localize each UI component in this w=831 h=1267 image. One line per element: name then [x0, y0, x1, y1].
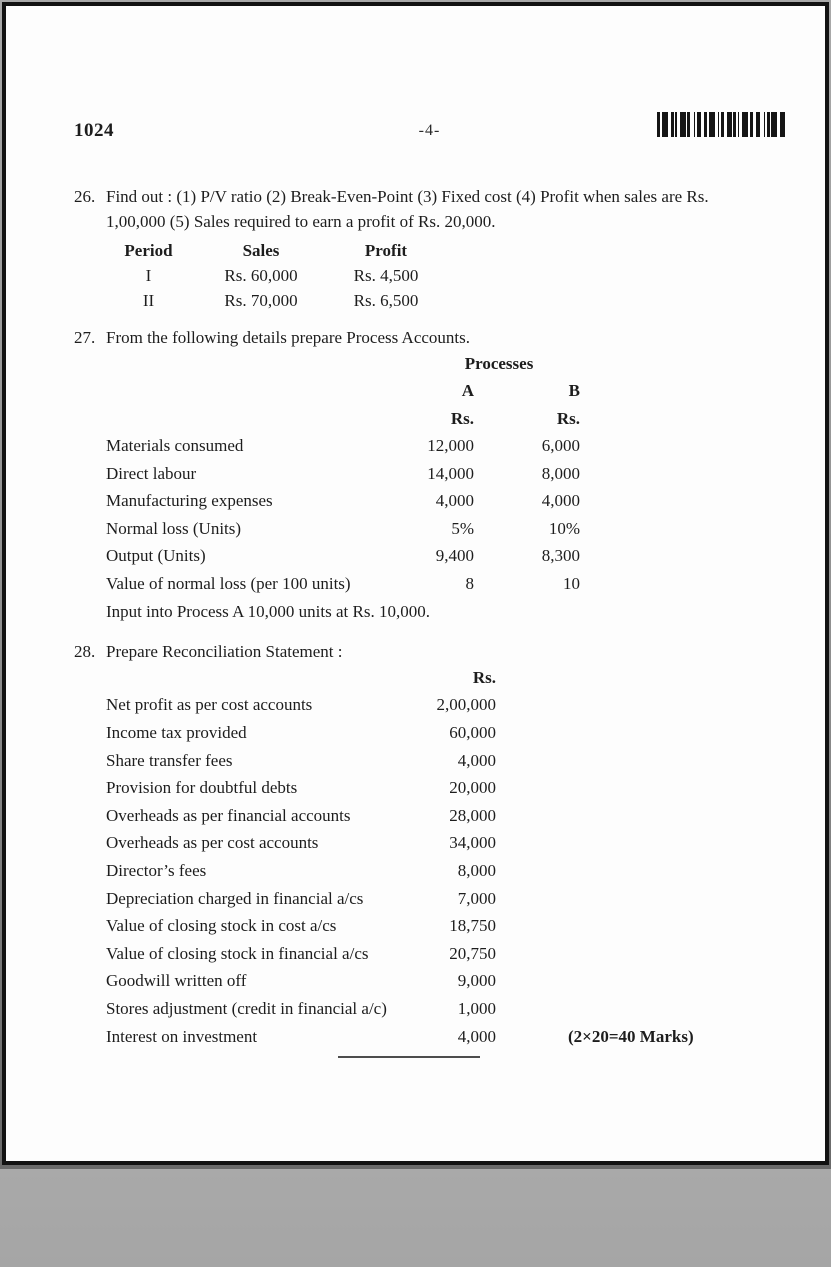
empty-cell	[496, 940, 746, 968]
empty-cell	[496, 747, 746, 775]
empty-cell	[496, 664, 746, 692]
page-number: -4-	[418, 122, 441, 139]
table-row	[106, 885, 746, 913]
empty-cell	[496, 692, 746, 720]
period-cell: II	[142, 290, 155, 310]
question-27-number: 27.	[74, 328, 96, 347]
total-underline	[338, 1056, 480, 1058]
amount-cell: 4,000	[457, 750, 496, 770]
header-left	[74, 112, 419, 142]
q27-col-header-row	[106, 378, 580, 406]
empty-cell	[496, 774, 746, 802]
process-a-value: 5%	[451, 518, 474, 538]
row-label: Normal loss (Units)	[106, 518, 242, 538]
process-b-value: 4,000	[541, 491, 581, 511]
row-label: Share transfer fees	[106, 750, 233, 770]
empty-cell	[496, 830, 746, 858]
process-a-value: 14,000	[427, 463, 474, 483]
amount-cell: 7,000	[457, 888, 496, 908]
q27-table	[106, 350, 580, 598]
table-row	[106, 802, 746, 830]
q27-col-a: A	[461, 381, 474, 401]
table-row	[106, 570, 580, 598]
empty-cell	[496, 885, 746, 913]
question-28-text: Prepare Reconciliation Statement :	[106, 642, 343, 661]
row-label: Output (Units)	[106, 546, 206, 566]
row-label: Value of normal loss (per 100 units)	[106, 573, 351, 593]
row-label: Value of closing stock in financial a/cs	[106, 943, 369, 963]
q27-group-header-row	[106, 350, 580, 378]
q28-table	[106, 664, 746, 1050]
row-label: Overheads as per cost accounts	[106, 833, 319, 853]
empty-cell	[496, 719, 746, 747]
profit-cell: Rs. 6,500	[353, 290, 419, 310]
row-label: Provision for doubtful debts	[106, 778, 298, 798]
period-cell: I	[145, 265, 152, 285]
amount-cell: 1,000	[457, 998, 496, 1018]
question-26	[74, 184, 785, 234]
process-b-value: 10	[563, 573, 581, 593]
table-row	[106, 288, 441, 313]
marks-note: (2×20=40 Marks)	[568, 1026, 694, 1046]
amount-cell: 34,000	[449, 833, 496, 853]
amount-cell: 60,000	[449, 722, 496, 742]
table-row	[106, 968, 746, 996]
table-row	[106, 940, 746, 968]
process-a-value: 9,400	[435, 546, 474, 566]
process-a-value: 4,000	[435, 491, 474, 511]
empty-cell	[496, 995, 746, 1023]
page-content	[6, 112, 825, 1267]
q27-unit-b: Rs.	[556, 408, 581, 428]
process-a-value: 8	[465, 573, 474, 593]
table-row	[106, 460, 580, 488]
row-label: Director’s fees	[106, 860, 207, 880]
header-right	[440, 112, 785, 137]
profit-cell: Rs. 4,500	[353, 265, 419, 285]
row-label: Goodwill written off	[106, 971, 247, 991]
amount-cell: 28,000	[449, 805, 496, 825]
row-label: Stores adjustment (credit in financial a/c)	[106, 998, 387, 1018]
empty-cell	[496, 802, 746, 830]
q26-col-sales: Sales	[242, 240, 280, 260]
table-row	[106, 830, 746, 858]
empty-cell	[106, 378, 418, 406]
table-row	[106, 263, 441, 288]
sales-cell: Rs. 70,000	[224, 290, 298, 310]
amount-cell: 9,000	[457, 971, 496, 991]
amount-cell: 18,750	[449, 916, 496, 936]
table-row	[106, 692, 746, 720]
row-label: Materials consumed	[106, 436, 244, 456]
paper-code: 1024	[74, 120, 114, 141]
exam-page	[2, 2, 829, 1165]
table-row	[106, 719, 746, 747]
row-label: Income tax provided	[106, 722, 247, 742]
table-row	[106, 995, 746, 1023]
question-27	[74, 325, 785, 350]
q26-col-period: Period	[124, 240, 173, 260]
table-row	[106, 515, 580, 543]
empty-cell	[496, 912, 746, 940]
table-row	[106, 488, 580, 516]
question-26-number: 26.	[74, 187, 96, 206]
amount-cell: 20,000	[449, 778, 496, 798]
amount-cell: 20,750	[449, 943, 496, 963]
table-row	[106, 433, 580, 461]
empty-cell	[106, 405, 418, 433]
question-28-number: 28.	[74, 642, 96, 661]
question-28	[74, 639, 785, 664]
process-a-value: 12,000	[427, 436, 474, 456]
empty-cell	[106, 664, 426, 692]
q26-col-profit: Profit	[364, 240, 408, 260]
empty-cell	[106, 350, 418, 378]
empty-cell	[496, 857, 746, 885]
barcode-icon	[657, 112, 785, 137]
amount-cell: 2,00,000	[436, 695, 496, 715]
q28-unit-header: Rs.	[472, 667, 496, 687]
row-label: Interest on investment	[106, 1026, 258, 1046]
question-26-text: Find out : (1) P/V ratio (2) Break-Even-Point (3) Fixed cost (4) Profit when sales are Rs. 1,00,000 (5) Sales required to earn a profit of Rs. 20,000.	[106, 187, 709, 231]
process-b-value: 8,000	[541, 463, 581, 483]
row-label: Net profit as per cost accounts	[106, 695, 313, 715]
row-label: Direct labour	[106, 463, 197, 483]
table-row	[106, 857, 746, 885]
q28-unit-header-row	[106, 664, 746, 692]
table-row	[106, 912, 746, 940]
process-b-value: 6,000	[541, 436, 581, 456]
empty-cell	[496, 968, 746, 996]
row-label: Value of closing stock in cost a/cs	[106, 916, 337, 936]
q27-processes-header: Processes	[464, 353, 534, 373]
table-row	[106, 543, 580, 571]
sales-cell: Rs. 60,000	[224, 265, 298, 285]
amount-cell: 4,000	[457, 1026, 496, 1046]
row-label: Overheads as per financial accounts	[106, 805, 351, 825]
row-label: Manufacturing expenses	[106, 491, 273, 511]
table-row	[106, 747, 746, 775]
q26-table	[106, 238, 441, 313]
amount-cell: 8,000	[457, 860, 496, 880]
row-label: Depreciation charged in financial a/cs	[106, 888, 364, 908]
q26-header-row	[106, 238, 441, 263]
q27-unit-a: Rs.	[450, 408, 474, 428]
question-27-text: From the following details prepare Process Accounts.	[106, 328, 471, 347]
process-b-value: 8,300	[541, 546, 581, 566]
page-header	[74, 112, 785, 142]
table-row	[106, 774, 746, 802]
q27-input-note: Input into Process A 10,000 units at Rs. 10,000.	[106, 601, 430, 621]
q27-unit-header-row	[106, 405, 580, 433]
table-row	[106, 1023, 746, 1051]
q27-col-b: B	[568, 381, 581, 401]
process-b-value: 10%	[548, 518, 581, 538]
